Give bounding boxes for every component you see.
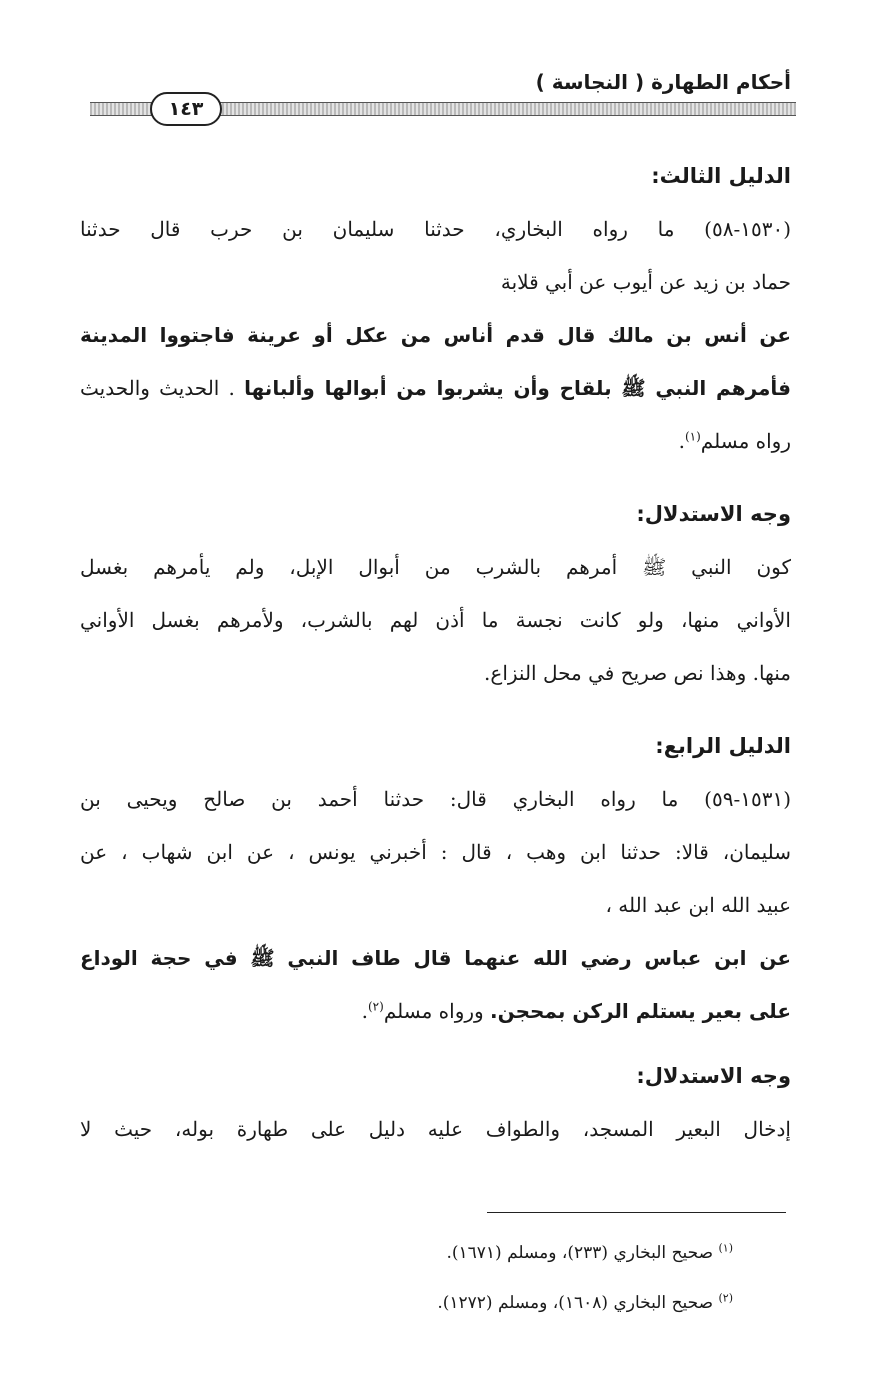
narration-line: (١٥٣٠-٥٨) ما رواه البخاري، حدثنا سليمان بن حرب قال حدثنا <box>80 217 791 241</box>
running-title: أحكام الطهارة ( النجاسة ) <box>535 70 791 94</box>
source-text: رواه مسلم <box>700 429 791 453</box>
hadith-line <box>80 362 791 415</box>
hadith-text: فأمرهم النبي ﷺ بلقاح وأن يشربوا من أبوالها وألبانها <box>244 376 791 400</box>
hadith-line: عن أنس بن مالك قال قدم أناس من عكل أو عرينة فاجتووا المدينة <box>80 323 791 347</box>
paragraph-line: منها. وهذا نص صريح في محل النزاع. <box>484 661 791 685</box>
footnotes <box>90 1228 733 1328</box>
footnote-text: صحيح البخاري (١٦٠٨)، ومسلم (١٢٧٢). <box>437 1293 714 1313</box>
footnote-number: (٢) <box>718 1291 733 1305</box>
section-heading-inference: وجه الاستدلال: <box>636 502 791 526</box>
narration-line: سليمان، قالا: حدثنا ابن وهب ، قال : أخبرني يونس ، عن ابن شهاب ، عن <box>80 840 791 864</box>
paragraph-line: إدخال البعير المسجد، والطواف عليه دليل على طهارة بوله، حيث لا <box>80 1117 791 1141</box>
main-text <box>80 150 791 1156</box>
source-text: ورواه مسلم <box>383 999 484 1023</box>
footnote-divider <box>487 1212 786 1213</box>
hadith-text: على بعير يستلم الركن بمحجن. <box>490 999 791 1023</box>
hadith-continuation: . الحديث والحديث <box>80 376 235 400</box>
hadith-line: عن ابن عباس رضي الله عنهما قال طاف النبي ﷺ في حجة الوداع <box>80 946 791 970</box>
footnote-number: (١) <box>718 1241 733 1255</box>
page-number: ١٤٣ <box>150 92 222 126</box>
header-rule <box>90 100 796 122</box>
paragraph-line: كون النبي ﷺ أمرهم بالشرب من أبوال الإبل، ولم يأمرهم بغسل <box>80 555 791 579</box>
hadith-line: على بعير يستلم الركن بمحجن. ورواه مسلم$^{(٢)}$. <box>361 999 791 1023</box>
paragraph-line: الأواني منها، ولو كانت نجسة ما أذن لهم بالشرب، ولأمرهم بغسل الأواني <box>80 608 791 632</box>
hadith-line: رواه مسلم$^{(١)}$. <box>678 429 791 453</box>
footnote-marker: (١) <box>684 429 701 444</box>
footnote-text: صحيح البخاري (٢٣٣)، ومسلم (١٦٧١). <box>446 1243 714 1263</box>
footnote-2 <box>90 1278 733 1328</box>
section-heading-inference: وجه الاستدلال: <box>636 1064 791 1088</box>
narration-line: (١٥٣١-٥٩) ما رواه البخاري قال: حدثنا أحمد بن صالح ويحيى بن <box>80 787 791 811</box>
footnote-1 <box>90 1228 733 1278</box>
section-heading-fourth-evidence: الدليل الرابع: <box>655 734 791 758</box>
section-heading-third-evidence: الدليل الثالث: <box>651 164 791 188</box>
narration-line: عبيد الله ابن عبد الله ، <box>605 893 791 917</box>
footnote-marker: (٢) <box>367 999 384 1014</box>
narration-line: حماد بن زيد عن أيوب عن أبي قلابة <box>500 270 791 294</box>
